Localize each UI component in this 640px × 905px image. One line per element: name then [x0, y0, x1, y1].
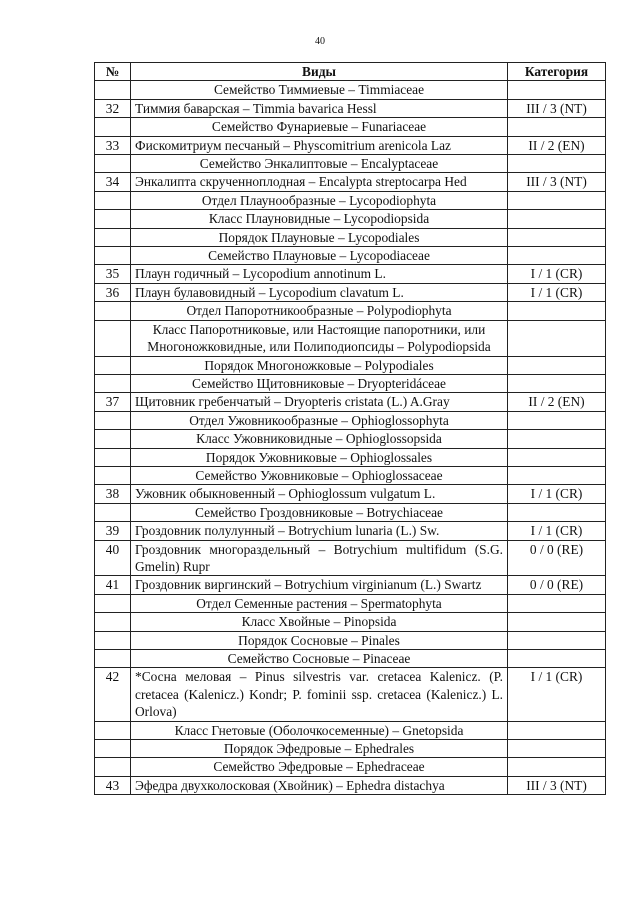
conservation-category: II / 2 (EN) [508, 136, 606, 154]
row-number-empty [95, 613, 131, 631]
taxon-row [95, 320, 606, 356]
conservation-category: I / 1 (CR) [508, 265, 606, 283]
species-row [95, 393, 606, 411]
taxon-name: Отдел Семенные растения – Spermatophyta [131, 594, 508, 612]
row-number-empty [95, 430, 131, 448]
species-row [95, 540, 606, 576]
row-number-empty [95, 740, 131, 758]
species-row [95, 776, 606, 794]
taxon-name: Класс Папоротниковые, или Настоящие папоротники, или Многоножковидные, или Полиподиопсиды – Polypodiopsida [131, 320, 508, 356]
taxon-row [95, 155, 606, 173]
taxon-row [95, 740, 606, 758]
taxon-name: Порядок Ужовниковые – Ophioglossales [131, 448, 508, 466]
taxon-row [95, 411, 606, 429]
taxon-row [95, 503, 606, 521]
category-empty [508, 210, 606, 228]
species-name: Ужовник обыкновенный – Ophioglossum vulgatum L. [131, 485, 508, 503]
row-number: 42 [95, 668, 131, 721]
category-empty [508, 430, 606, 448]
category-empty [508, 228, 606, 246]
species-name: Плаун булавовидный – Lycopodium clavatum L. [131, 283, 508, 301]
species-row [95, 136, 606, 154]
conservation-category: I / 1 (CR) [508, 522, 606, 540]
taxon-name: Класс Ужовниковидные – Ophioglossopsida [131, 430, 508, 448]
taxon-name: Семейство Эфедровые – Ephedraceae [131, 758, 508, 776]
taxon-name: Класс Хвойные – Pinopsida [131, 613, 508, 631]
species-name: Гроздовник полулунный – Botrychium lunaria (L.) Sw. [131, 522, 508, 540]
row-number: 34 [95, 173, 131, 191]
taxon-name: Семейство Фунариевые – Funariaceae [131, 118, 508, 136]
category-empty [508, 503, 606, 521]
taxon-row [95, 191, 606, 209]
row-number-empty [95, 155, 131, 173]
taxon-name: Порядок Эфедровые – Ephedrales [131, 740, 508, 758]
category-empty [508, 613, 606, 631]
row-number-empty [95, 631, 131, 649]
category-empty [508, 740, 606, 758]
row-number: 36 [95, 283, 131, 301]
category-empty [508, 411, 606, 429]
taxon-name: Семейство Сосновые – Pinaceae [131, 650, 508, 668]
category-empty [508, 356, 606, 374]
category-empty [508, 191, 606, 209]
taxon-row [95, 448, 606, 466]
row-number-empty [95, 650, 131, 668]
conservation-category: III / 3 (NT) [508, 173, 606, 191]
category-empty [508, 247, 606, 265]
row-number-empty [95, 356, 131, 374]
red-book-species-table [94, 62, 606, 795]
row-number: 39 [95, 522, 131, 540]
category-empty [508, 320, 606, 356]
conservation-category: 0 / 0 (RE) [508, 576, 606, 594]
taxon-name: Семейство Ужовниковые – Ophioglossaceae [131, 466, 508, 484]
taxon-row [95, 430, 606, 448]
row-number-empty [95, 210, 131, 228]
taxon-name: Семейство Тиммиевые – Timmiaceae [131, 81, 508, 99]
header-number: № [95, 63, 131, 81]
table-body [95, 81, 606, 795]
taxon-name: Класс Гнетовые (Оболочкосеменные) – Gnetopsida [131, 721, 508, 739]
taxon-name: Порядок Плауновые – Lycopodiales [131, 228, 508, 246]
category-empty [508, 758, 606, 776]
species-row [95, 576, 606, 594]
taxon-row [95, 210, 606, 228]
taxon-name: Семейство Щитовниковые – Dryopteridáceae [131, 374, 508, 392]
category-empty [508, 466, 606, 484]
row-number-empty [95, 228, 131, 246]
category-empty [508, 155, 606, 173]
category-empty [508, 721, 606, 739]
species-row [95, 668, 606, 721]
page-number: 40 [315, 36, 325, 47]
category-empty [508, 374, 606, 392]
row-number-empty [95, 302, 131, 320]
taxon-name: Порядок Сосновые – Pinales [131, 631, 508, 649]
row-number-empty [95, 81, 131, 99]
category-empty [508, 81, 606, 99]
row-number: 37 [95, 393, 131, 411]
row-number: 35 [95, 265, 131, 283]
species-row [95, 283, 606, 301]
taxon-row [95, 594, 606, 612]
taxon-row [95, 81, 606, 99]
taxon-row [95, 228, 606, 246]
row-number-empty [95, 118, 131, 136]
conservation-category: II / 2 (EN) [508, 393, 606, 411]
species-name: Тиммия баварская – Timmia bavarica Hessl [131, 99, 508, 117]
taxon-row [95, 650, 606, 668]
row-number: 32 [95, 99, 131, 117]
category-empty [508, 631, 606, 649]
taxon-row [95, 758, 606, 776]
category-empty [508, 302, 606, 320]
row-number: 40 [95, 540, 131, 576]
row-number-empty [95, 758, 131, 776]
taxon-name: Отдел Папоротникообразные – Polypodiophyta [131, 302, 508, 320]
row-number-empty [95, 374, 131, 392]
row-number-empty [95, 503, 131, 521]
row-number-empty [95, 411, 131, 429]
row-number-empty [95, 466, 131, 484]
species-name: Эфедра двухколосковая (Хвойник) – Ephedra distachya [131, 776, 508, 794]
taxon-row [95, 613, 606, 631]
conservation-category: I / 1 (CR) [508, 485, 606, 503]
taxon-row [95, 356, 606, 374]
species-row [95, 485, 606, 503]
taxon-row [95, 302, 606, 320]
row-number-empty [95, 247, 131, 265]
conservation-category: III / 3 (NT) [508, 776, 606, 794]
taxon-row [95, 247, 606, 265]
species-row [95, 99, 606, 117]
species-name: Плаун годичный – Lycopodium annotinum L. [131, 265, 508, 283]
row-number: 41 [95, 576, 131, 594]
taxon-row [95, 374, 606, 392]
row-number: 43 [95, 776, 131, 794]
table-header-row [95, 63, 606, 81]
row-number-empty [95, 191, 131, 209]
species-row [95, 265, 606, 283]
species-name: *Сосна меловая – Pinus silvestris var. cretacea Kalenicz. (P. cretacea (Kalenicz.) Kondr; P. fominii ssp. cretacea (Kalenicz.) L. Orlova) [131, 668, 508, 721]
species-name: Гроздовник виргинский – Botrychium virginianum (L.) Swartz [131, 576, 508, 594]
row-number-empty [95, 320, 131, 356]
category-empty [508, 448, 606, 466]
category-empty [508, 118, 606, 136]
taxon-name: Порядок Многоножковые – Polypodiales [131, 356, 508, 374]
header-species: Виды [131, 63, 508, 81]
taxon-name: Класс Плауновидные – Lycopodiopsida [131, 210, 508, 228]
species-name: Энкалипта скрученноплодная – Encalypta streptocarpa Hed [131, 173, 508, 191]
category-empty [508, 650, 606, 668]
row-number-empty [95, 448, 131, 466]
taxon-row [95, 631, 606, 649]
conservation-category: I / 1 (CR) [508, 283, 606, 301]
row-number: 38 [95, 485, 131, 503]
species-name: Фискомитриум песчаный – Physcomitrium arenicola Laz [131, 136, 508, 154]
taxon-row [95, 466, 606, 484]
taxon-name: Семейство Плауновые – Lycopodiaceae [131, 247, 508, 265]
species-name: Щитовник гребенчатый – Dryopteris cristata (L.) A.Gray [131, 393, 508, 411]
row-number-empty [95, 594, 131, 612]
row-number-empty [95, 721, 131, 739]
species-row [95, 173, 606, 191]
conservation-category: 0 / 0 (RE) [508, 540, 606, 576]
taxon-row [95, 721, 606, 739]
taxon-name: Отдел Ужовникообразные – Ophioglossophyta [131, 411, 508, 429]
category-empty [508, 594, 606, 612]
taxon-row [95, 118, 606, 136]
taxon-name: Семейство Гроздовниковые – Botrychiaceae [131, 503, 508, 521]
header-category: Категория [508, 63, 606, 81]
conservation-category: III / 3 (NT) [508, 99, 606, 117]
taxon-name: Семейство Энкалиптовые – Encalyptaceae [131, 155, 508, 173]
taxon-name: Отдел Плаунообразные – Lycopodiophyta [131, 191, 508, 209]
species-name: Гроздовник многораздельный – Botrychium multifidum (S.G. Gmelin) Rupr [131, 540, 508, 576]
conservation-category: I / 1 (CR) [508, 668, 606, 721]
species-row [95, 522, 606, 540]
row-number: 33 [95, 136, 131, 154]
